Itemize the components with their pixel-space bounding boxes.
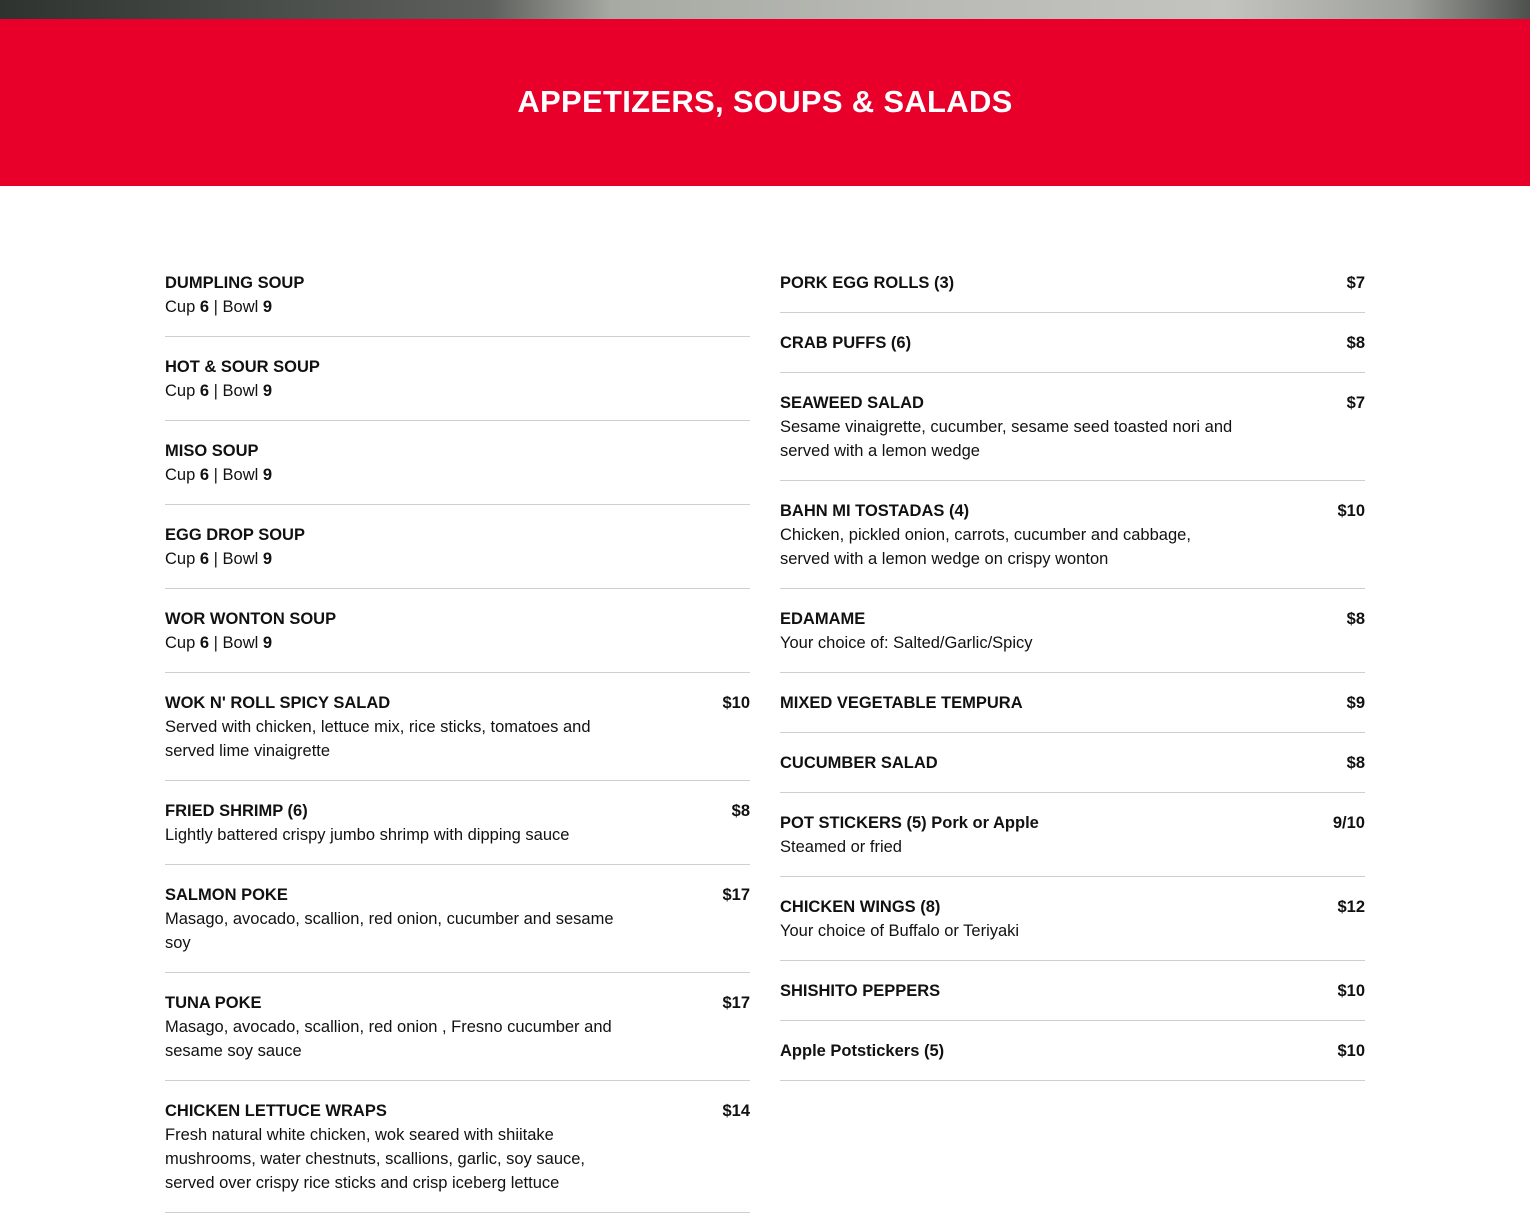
bowl-price: 9: [262, 634, 273, 652]
menu-item-name: WOK N' ROLL SPICY SALAD: [165, 694, 391, 712]
menu-item-header: [780, 811, 1365, 835]
menu-item-header: [165, 523, 750, 547]
menu-item-price: $10: [722, 694, 750, 712]
menu-item-header: [165, 607, 750, 631]
menu-item-price: $10: [1337, 982, 1365, 1000]
cup-label: Cup: [165, 466, 196, 484]
menu-item: [780, 271, 1365, 313]
menu-item-header: [165, 799, 750, 823]
menu-item-header: [780, 271, 1365, 295]
bowl-label: Bowl: [222, 382, 259, 400]
menu-item-price: $8: [731, 802, 750, 820]
menu-item-name: CHICKEN WINGS (8): [780, 898, 941, 916]
menu-item-header: [780, 331, 1365, 355]
menu-item-sizes: [165, 463, 627, 487]
menu-item-name: DUMPLING SOUP: [165, 274, 305, 292]
menu-item: [780, 391, 1365, 481]
menu-item-price: $14: [722, 1102, 750, 1120]
menu-item-header: [165, 991, 750, 1015]
bowl-label: Bowl: [222, 550, 259, 568]
bowl-label: Bowl: [222, 634, 259, 652]
menu-item-price: $10: [1337, 1042, 1365, 1060]
menu-item-description: Steamed or fried: [780, 838, 902, 856]
menu-item-header: [780, 895, 1365, 919]
menu-item: [165, 439, 750, 505]
menu-item-name: EGG DROP SOUP: [165, 526, 305, 544]
menu-item-name: MISO SOUP: [165, 442, 259, 460]
menu-item-price: $8: [1346, 754, 1365, 772]
menu-item: [165, 799, 750, 865]
menu-item-description: Fresh natural white chicken, wok seared with shiitake mushrooms, water chestnuts, scallions, garlic, soy sauce, served over crispy rice sticks and crisp iceberg lettuce: [165, 1126, 586, 1192]
bowl-label: Bowl: [222, 298, 259, 316]
menu-item-header: [165, 691, 750, 715]
menu-item: [780, 811, 1365, 877]
section-banner: [0, 19, 1530, 186]
menu-item-price: $7: [1346, 274, 1365, 292]
cup-label: Cup: [165, 298, 196, 316]
menu-item-header: [780, 1039, 1365, 1063]
menu-item-description: Served with chicken, lettuce mix, rice sticks, tomatoes and served lime vinaigrette: [165, 718, 591, 760]
menu-item-price: 9/10: [1332, 814, 1365, 832]
size-separator: |: [213, 634, 218, 652]
menu-item: [165, 523, 750, 589]
menu-item-name: Apple Potstickers (5): [780, 1042, 945, 1060]
menu-item-description: Your choice of: Salted/Garlic/Spicy: [780, 634, 1033, 652]
cup-price: 6: [199, 382, 210, 400]
menu-item-price: $8: [1346, 610, 1365, 628]
menu-item-description: Masago, avocado, scallion, red onion, cucumber and sesame soy: [165, 910, 614, 952]
menu-item-name: SHISHITO PEPPERS: [780, 982, 941, 1000]
cup-price: 6: [199, 550, 210, 568]
menu-item: [165, 271, 750, 337]
menu-item-header: [165, 883, 750, 907]
menu-column-right: [780, 271, 1365, 1099]
section-title: APPETIZERS, SOUPS & SALADS: [517, 83, 1013, 119]
menu-item-header: [165, 355, 750, 379]
menu-item-price: $7: [1346, 394, 1365, 412]
menu-item-header: [780, 499, 1365, 523]
menu-item-header: [165, 1099, 750, 1123]
menu-item-header: [165, 271, 750, 295]
menu-item-header: [780, 391, 1365, 415]
bowl-price: 9: [262, 466, 273, 484]
bowl-price: 9: [262, 550, 273, 568]
menu-column-left: [165, 271, 750, 1231]
menu-item: [780, 895, 1365, 961]
menu-item-price: $10: [1337, 502, 1365, 520]
menu-item-description: Masago, avocado, scallion, red onion , Fresno cucumber and sesame soy sauce: [165, 1018, 612, 1060]
menu-item-header: [780, 751, 1365, 775]
size-separator: |: [213, 298, 218, 316]
cup-price: 6: [199, 466, 210, 484]
menu-item-sizes: [165, 631, 627, 655]
menu-item-header: [780, 607, 1365, 631]
menu-item: [165, 607, 750, 673]
menu-item-sizes: [165, 547, 627, 571]
menu-item-name: CRAB PUFFS (6): [780, 334, 912, 352]
menu-item-price: $17: [722, 994, 750, 1012]
menu-item: [780, 331, 1365, 373]
menu-item-price: $17: [722, 886, 750, 904]
menu-item-name: SEAWEED SALAD: [780, 394, 924, 412]
bowl-label: Bowl: [222, 466, 259, 484]
menu-item-name: TUNA POKE: [165, 994, 262, 1012]
cup-price: 6: [199, 298, 210, 316]
menu-item-description: Your choice of Buffalo or Teriyaki: [780, 922, 1020, 940]
menu-item-name: CHICKEN LETTUCE WRAPS: [165, 1102, 387, 1120]
menu-item: [780, 607, 1365, 673]
bowl-price: 9: [262, 382, 273, 400]
menu-item-name: FRIED SHRIMP (6): [165, 802, 308, 820]
menu-item-name: POT STICKERS (5) Pork or Apple: [780, 814, 1039, 832]
cup-label: Cup: [165, 382, 196, 400]
menu-item-header: [165, 439, 750, 463]
menu-item: [780, 979, 1365, 1021]
size-separator: |: [213, 466, 218, 484]
menu-item: [780, 499, 1365, 589]
menu-item-name: PORK EGG ROLLS (3): [780, 274, 955, 292]
menu-item-header: [780, 979, 1365, 1003]
menu-item: [780, 751, 1365, 793]
menu-item-name: EDAMAME: [780, 610, 866, 628]
menu-item-name: HOT & SOUR SOUP: [165, 358, 320, 376]
menu-item-description: Lightly battered crispy jumbo shrimp with dipping sauce: [165, 826, 570, 844]
menu-item-description: Sesame vinaigrette, cucumber, sesame seed toasted nori and served with a lemon wedge: [780, 418, 1233, 460]
menu-item: [165, 1099, 750, 1213]
cup-price: 6: [199, 634, 210, 652]
size-separator: |: [213, 382, 218, 400]
menu-item: [780, 1039, 1365, 1081]
menu-item: [165, 883, 750, 973]
menu-item-price: $8: [1346, 334, 1365, 352]
menu-item-name: SALMON POKE: [165, 886, 288, 904]
menu-item-name: BAHN MI TOSTADAS (4): [780, 502, 970, 520]
menu-item-price: $12: [1337, 898, 1365, 916]
menu-item-sizes: [165, 295, 627, 319]
menu-item-price: $9: [1346, 694, 1365, 712]
cup-label: Cup: [165, 550, 196, 568]
menu-item-name: CUCUMBER SALAD: [780, 754, 938, 772]
menu-item-description: Chicken, pickled onion, carrots, cucumber and cabbage, served with a lemon wedge on crispy wonton: [780, 526, 1191, 568]
menu-item: [780, 691, 1365, 733]
cup-label: Cup: [165, 634, 196, 652]
size-separator: |: [213, 550, 218, 568]
menu-item-name: MIXED VEGETABLE TEMPURA: [780, 694, 1023, 712]
menu-item: [165, 691, 750, 781]
hero-image-strip: [0, 0, 1530, 19]
menu-item: [165, 355, 750, 421]
menu-item-sizes: [165, 379, 627, 403]
bowl-price: 9: [262, 298, 273, 316]
menu-item: [165, 991, 750, 1081]
menu-item-name: WOR WONTON SOUP: [165, 610, 337, 628]
menu-item-header: [780, 691, 1365, 715]
